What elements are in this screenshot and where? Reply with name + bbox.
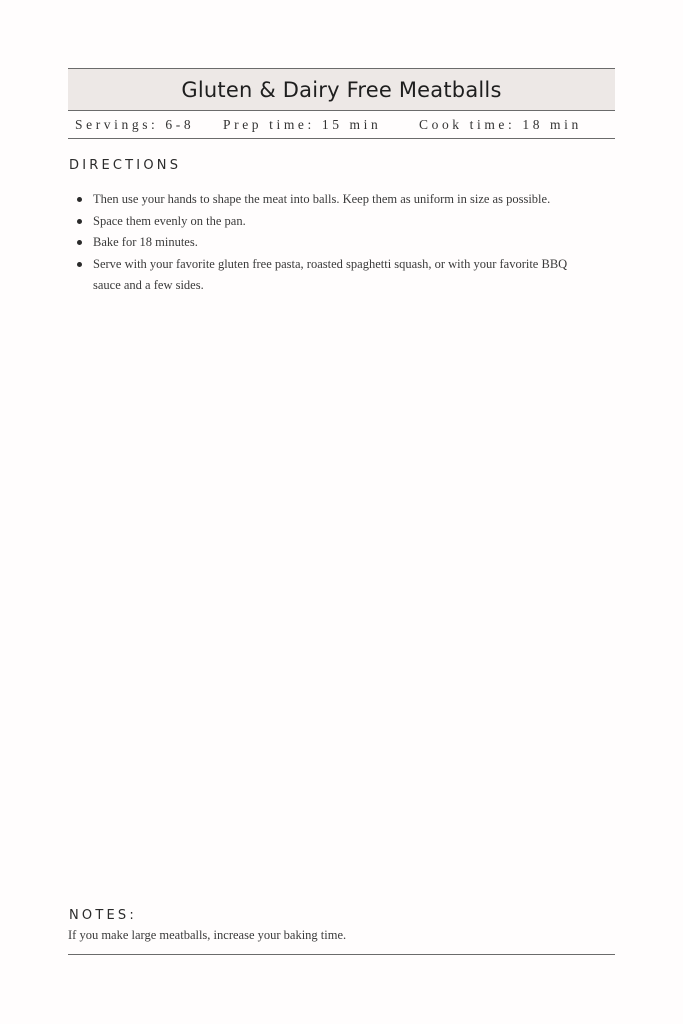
direction-step	[76, 211, 576, 233]
direction-step-text: Space them evenly on the pan.	[93, 213, 246, 228]
notes-text: If you make large meatballs, increase your baking time.	[68, 928, 347, 942]
direction-step	[76, 232, 576, 254]
bullet-icon	[77, 197, 82, 202]
direction-step-text: Bake for 18 minutes.	[93, 235, 198, 249]
bullet-icon	[77, 240, 82, 245]
direction-step	[76, 189, 576, 211]
title-bar	[68, 68, 615, 111]
recipe-meta-row	[68, 110, 615, 139]
directions-list	[76, 189, 576, 297]
direction-step-text: Then use your hands to shape the meat into balls. Keep them as uniform in size as possible.	[93, 192, 551, 206]
direction-step-text: Serve with your favorite gluten free pasta, roasted spaghetti squash, or with your favorite BBQ sauce and a few sides.	[93, 256, 568, 292]
cook-time-label: Cook time: 18 min	[419, 117, 582, 132]
prep-time-label: Prep time: 15 min	[223, 117, 382, 132]
recipe-title: Gluten & Dairy Free Meatballs	[181, 77, 502, 102]
directions-heading: DIRECTIONS	[69, 158, 182, 173]
bullet-icon	[77, 262, 82, 267]
notes-heading: NOTES:	[69, 908, 137, 923]
servings-label: Servings: 6-8	[75, 117, 195, 132]
bullet-icon	[77, 219, 82, 224]
bottom-divider	[68, 954, 615, 955]
direction-step	[76, 254, 576, 297]
